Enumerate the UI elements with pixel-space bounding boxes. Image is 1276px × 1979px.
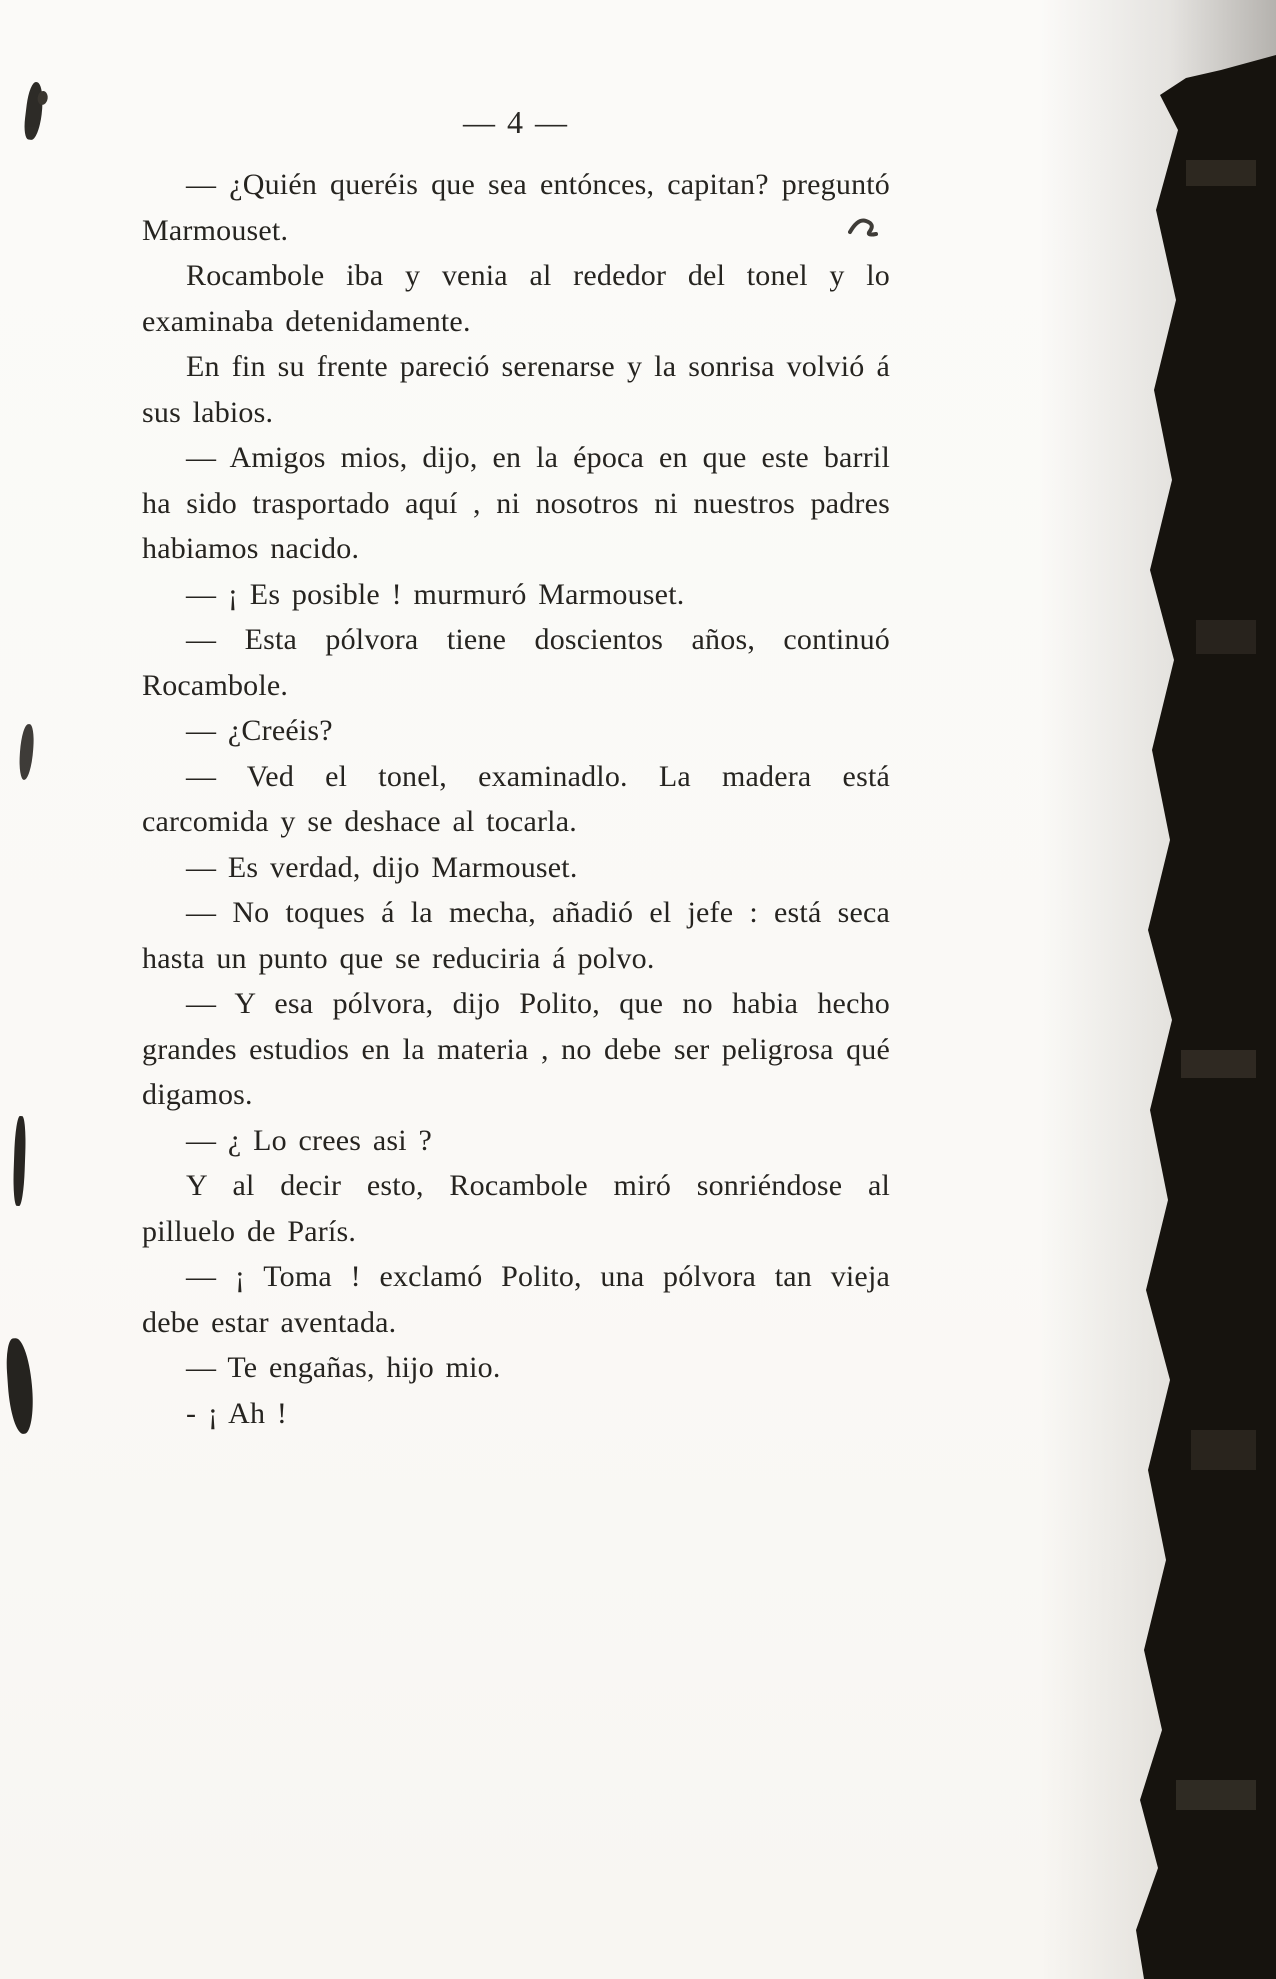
scan-dark-edge-right: [1126, 0, 1276, 1979]
paragraph: — ¿ Lo crees asi ?: [186, 1123, 432, 1157]
paragraph: — Te engañas, hijo mio.: [186, 1351, 501, 1384]
paragraph: En fin su frente pareció serenarse y la sonrisa volvió á sus labios.: [142, 350, 890, 429]
ink-smudge: [18, 724, 35, 781]
page-number: — 4 —: [463, 104, 569, 140]
paragraph: — No toques á la mecha, añadió el jefe : está seca hasta un punto que se reduciria á polvo.: [142, 896, 890, 975]
paragraph: — ¿Quién queréis que sea entónces, capitan? preguntó Marmouset.: [142, 168, 890, 247]
paragraph: Y al decir esto, Rocambole miró sonriéndose al pilluelo de París.: [142, 1169, 890, 1248]
page-text: [142, 162, 890, 1436]
ink-smudge: [5, 1337, 36, 1434]
paragraph: — Esta pólvora tiene doscientos años, continuó Rocambole.: [142, 623, 890, 702]
paragraph: Rocambole iba y venia al rededor del tonel y lo examinaba detenidamente.: [142, 259, 890, 338]
paragraph: — Ved el tonel, examinadlo. La madera está carcomida y se deshace al tocarla.: [142, 759, 890, 838]
paragraph: — ¡ Es posible ! murmuró Marmouset.: [186, 577, 685, 611]
paragraph: — ¡ Toma ! exclamó Polito, una pólvora tan vieja debe estar aventada.: [142, 1260, 890, 1339]
paragraph: - ¡ Ah !: [186, 1396, 288, 1430]
ink-smudge: [12, 1116, 26, 1206]
ink-smudge: [23, 81, 46, 141]
paragraph: — Y esa pólvora, dijo Polito, que no habia hecho grandes estudios en la materia , no debe ser peligrosa qué digamos.: [142, 987, 890, 1111]
paragraph: — ¿Creéis?: [186, 714, 333, 747]
paragraph: — Amigos mios, dijo, en la época en que este barril ha sido trasportado aquí , ni nosotros ni nuestros padres habiamos nacido.: [142, 441, 890, 565]
paragraph: — Es verdad, dijo Marmouset.: [186, 850, 578, 884]
